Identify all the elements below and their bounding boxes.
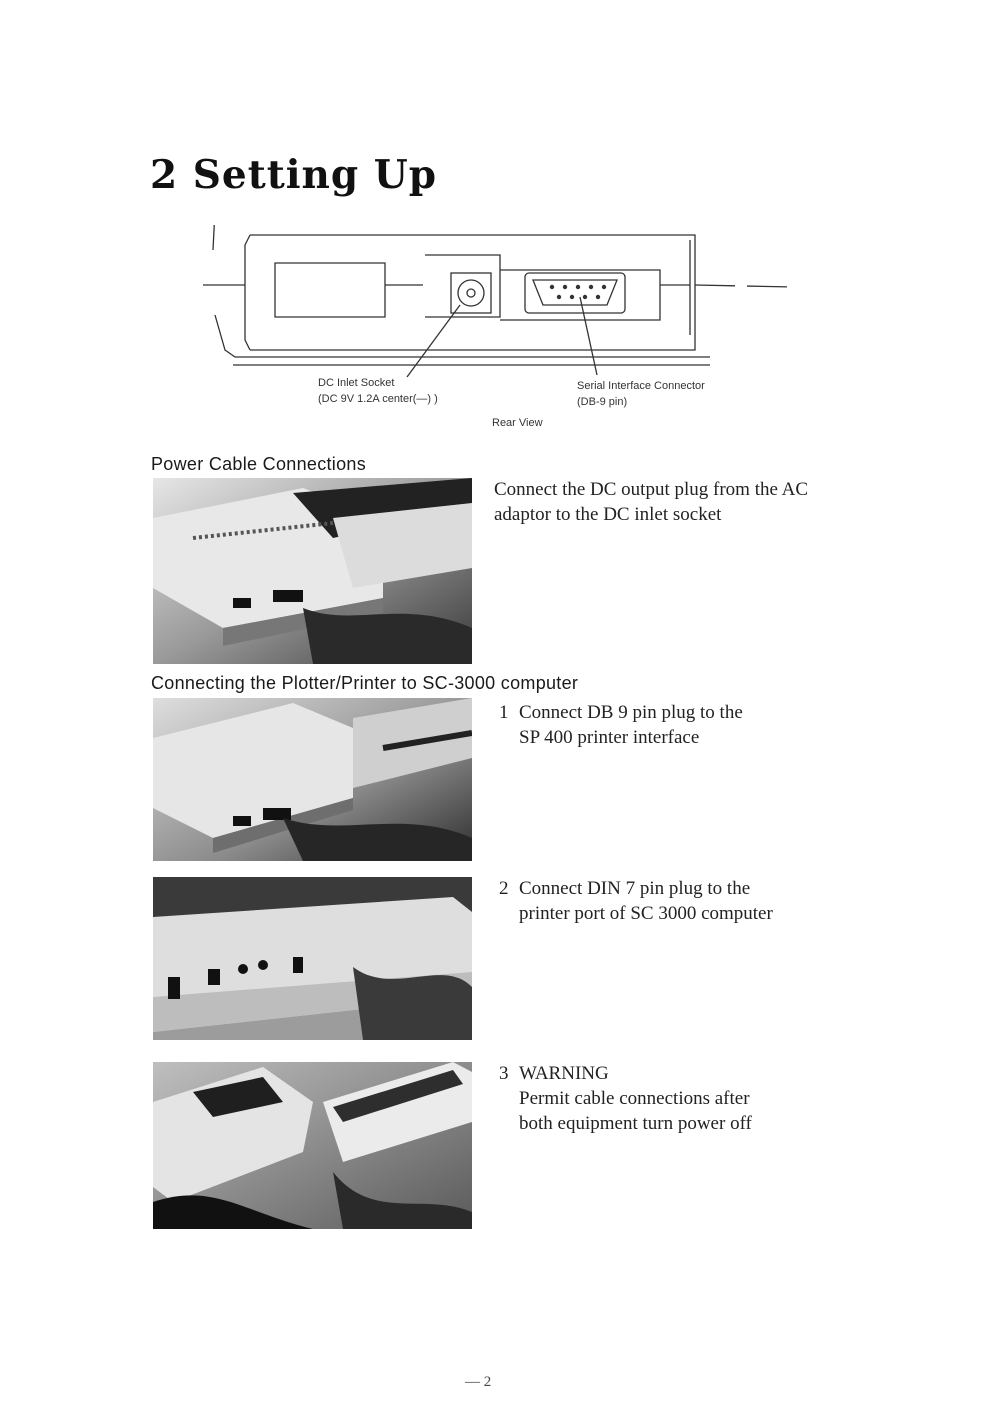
power-connection-photo — [153, 478, 472, 664]
connecting-section-heading: Connecting the Plotter/Printer to SC-3000 computer — [151, 673, 579, 693]
diagram-caption: Rear View — [492, 417, 543, 429]
step-1-number: 1 — [499, 702, 509, 723]
step-2-number: 2 — [499, 878, 509, 899]
step-3-text: WARNING Permit cable connections after both equipment turn power off — [519, 1063, 752, 1134]
db9-plug-photo — [153, 698, 472, 861]
power-section-heading: Power Cable Connections — [151, 454, 367, 474]
step-1-text: Connect DB 9 pin plug to the SP 400 printer interface — [519, 702, 743, 748]
serial-connector-spec: (DB-9 pin) — [577, 396, 628, 408]
page-number: — 2 — [465, 1374, 492, 1390]
din-plug-photo — [153, 877, 472, 1040]
step-2 — [499, 876, 839, 936]
dc-inlet-label: DC Inlet Socket — [318, 377, 395, 389]
step-1 — [499, 700, 839, 760]
rear-view-diagram — [195, 225, 805, 400]
serial-connector-label: Serial Interface Connector — [577, 380, 705, 392]
page-title: 2 Setting Up — [150, 152, 438, 198]
equipment-overview-photo — [153, 1062, 472, 1229]
dc-inlet-spec: (DC 9V 1.2A center(—) ) — [318, 393, 438, 405]
rear-view-drawing — [195, 225, 805, 400]
step-2-text: Connect DIN 7 pin plug to the printer port of SC 3000 computer — [519, 878, 773, 924]
step-3 — [499, 1061, 839, 1141]
step-3-number: 3 — [499, 1063, 509, 1084]
power-section-text: Connect the DC output plug from the AC adaptor to the DC inlet socket — [494, 479, 809, 525]
